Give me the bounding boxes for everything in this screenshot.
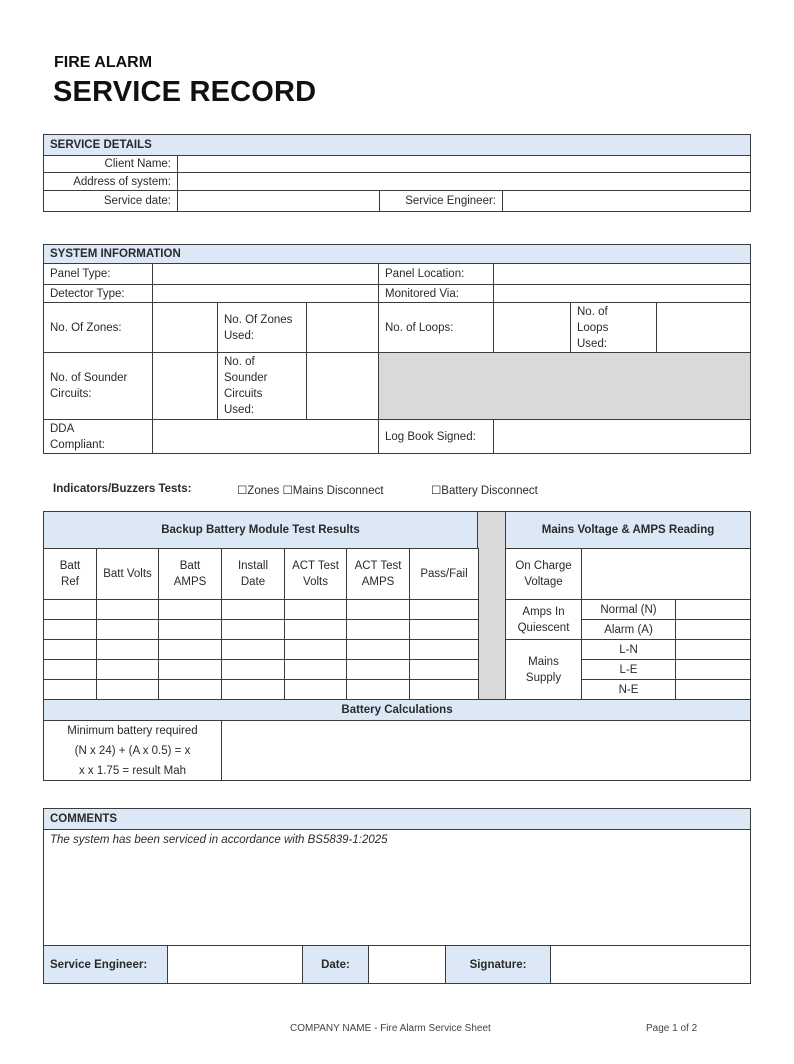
shaded-blank-area bbox=[378, 352, 751, 420]
log-book-signed-field[interactable] bbox=[493, 419, 751, 454]
calculation-field[interactable] bbox=[221, 720, 751, 781]
monitored-via-field[interactable] bbox=[493, 284, 751, 303]
footer-date-field[interactable] bbox=[368, 945, 446, 984]
mains-heading: Mains Voltage & AMPS Reading bbox=[505, 511, 751, 549]
footer-service-engineer-label: Service Engineer: bbox=[43, 945, 168, 984]
divider-column bbox=[477, 511, 506, 700]
footer-company: COMPANY NAME - Fire Alarm Service Sheet bbox=[290, 1023, 491, 1034]
battery-cell[interactable] bbox=[43, 659, 97, 680]
battery-cell[interactable] bbox=[284, 639, 347, 660]
footer-date-label: Date: bbox=[302, 945, 369, 984]
battery-cell[interactable] bbox=[284, 679, 347, 700]
monitored-via-label: Monitored Via: bbox=[378, 284, 494, 303]
battery-cell[interactable] bbox=[158, 639, 222, 660]
battery-cell[interactable] bbox=[221, 679, 285, 700]
battery-cell[interactable] bbox=[96, 599, 159, 620]
mains-supply-label: Mains Supply bbox=[505, 639, 582, 700]
battery-cell[interactable] bbox=[346, 619, 410, 640]
battery-cell[interactable] bbox=[346, 659, 410, 680]
ln-field[interactable] bbox=[675, 639, 751, 660]
zones-label: No. Of Zones: bbox=[43, 302, 153, 353]
client-name-field[interactable] bbox=[177, 155, 751, 173]
panel-location-label: Panel Location: bbox=[378, 263, 494, 285]
form-title: SERVICE RECORD bbox=[53, 76, 317, 108]
sounder-circuits-used-label: No. of Sounder Circuits Used: bbox=[217, 352, 307, 420]
detector-type-field[interactable] bbox=[152, 284, 379, 303]
loops-field[interactable] bbox=[493, 302, 571, 353]
battery-cell[interactable] bbox=[409, 679, 479, 700]
service-engineer-field[interactable] bbox=[502, 190, 751, 212]
battery-cell[interactable] bbox=[43, 679, 97, 700]
ln-label: L-N bbox=[581, 639, 676, 660]
formula-line-1: Minimum battery required bbox=[67, 724, 198, 737]
battery-cell[interactable] bbox=[221, 639, 285, 660]
ne-label: N-E bbox=[581, 679, 676, 700]
address-label: Address of system: bbox=[43, 172, 178, 191]
sounder-circuits-field[interactable] bbox=[152, 352, 218, 420]
address-field[interactable] bbox=[177, 172, 751, 191]
battery-cell[interactable] bbox=[158, 599, 222, 620]
battery-column-header: Install Date bbox=[221, 548, 285, 600]
alarm-field[interactable] bbox=[675, 619, 751, 640]
loops-used-field[interactable] bbox=[656, 302, 751, 353]
service-date-field[interactable] bbox=[177, 190, 380, 212]
service-date-label: Service date: bbox=[43, 190, 178, 212]
on-charge-voltage-field[interactable] bbox=[581, 548, 751, 600]
battery-cell[interactable] bbox=[43, 619, 97, 640]
battery-cell[interactable] bbox=[96, 619, 159, 640]
battery-cell[interactable] bbox=[346, 639, 410, 660]
normal-field[interactable] bbox=[675, 599, 751, 620]
battery-cell[interactable] bbox=[43, 599, 97, 620]
comments-heading: COMMENTS bbox=[43, 808, 751, 830]
panel-type-label: Panel Type: bbox=[43, 263, 153, 285]
formula-line-2: (N x 24) + (A x 0.5) = x bbox=[74, 744, 191, 757]
battery-column-header: Pass/Fail bbox=[409, 548, 479, 600]
zones-used-field[interactable] bbox=[306, 302, 379, 353]
service-details-heading: SERVICE DETAILS bbox=[43, 134, 751, 156]
battery-column-header: Batt Volts bbox=[96, 548, 159, 600]
battery-cell[interactable] bbox=[409, 639, 479, 660]
indicator-checkbox-battery[interactable]: ☐Battery Disconnect bbox=[431, 485, 538, 497]
battery-cell[interactable] bbox=[409, 659, 479, 680]
battery-column-header: Batt Ref bbox=[43, 548, 97, 600]
battery-column-header: ACT Test Volts bbox=[284, 548, 347, 600]
battery-column-header: ACT Test AMPS bbox=[346, 548, 410, 600]
form-subtitle: FIRE ALARM bbox=[54, 54, 153, 71]
battery-cell[interactable] bbox=[158, 679, 222, 700]
loops-used-label: No. of Loops Used: bbox=[570, 302, 657, 353]
on-charge-voltage-label: On Charge Voltage bbox=[505, 548, 582, 600]
dda-compliant-field[interactable] bbox=[152, 419, 379, 454]
battery-column-header: Batt AMPS bbox=[158, 548, 222, 600]
loops-label: No. of Loops: bbox=[378, 302, 494, 353]
footer-signature-label: Signature: bbox=[445, 945, 551, 984]
battery-cell[interactable] bbox=[346, 679, 410, 700]
battery-cell[interactable] bbox=[284, 619, 347, 640]
le-field[interactable] bbox=[675, 659, 751, 680]
battery-cell[interactable] bbox=[409, 619, 479, 640]
footer-service-engineer-field[interactable] bbox=[167, 945, 303, 984]
indicator-checkboxes-zones-mains[interactable]: ☐Zones ☐Mains Disconnect bbox=[237, 485, 384, 497]
battery-cell[interactable] bbox=[221, 599, 285, 620]
dda-compliant-label: DDA Compliant: bbox=[43, 419, 153, 454]
alarm-label: Alarm (A) bbox=[581, 619, 676, 640]
client-name-label: Client Name: bbox=[43, 155, 178, 173]
le-label: L-E bbox=[581, 659, 676, 680]
panel-type-field[interactable] bbox=[152, 263, 379, 285]
log-book-signed-label: Log Book Signed: bbox=[378, 419, 494, 454]
panel-location-field[interactable] bbox=[493, 263, 751, 285]
comments-field[interactable]: The system has been serviced in accordance with BS5839-1:2025 bbox=[43, 829, 751, 946]
battery-cell[interactable] bbox=[96, 659, 159, 680]
footer-page-number: Page 1 of 2 bbox=[646, 1023, 698, 1034]
footer-signature-field[interactable] bbox=[550, 945, 751, 984]
calculation-formula bbox=[43, 720, 222, 781]
battery-cell[interactable] bbox=[284, 659, 347, 680]
battery-calculations-heading: Battery Calculations bbox=[43, 699, 751, 721]
sounder-circuits-label: No. of Sounder Circuits: bbox=[43, 352, 153, 420]
zones-field[interactable] bbox=[152, 302, 218, 353]
system-information-heading: SYSTEM INFORMATION bbox=[43, 244, 751, 264]
battery-cell[interactable] bbox=[221, 619, 285, 640]
battery-cell[interactable] bbox=[409, 599, 479, 620]
zones-used-label: No. Of Zones Used: bbox=[217, 302, 307, 353]
ne-field[interactable] bbox=[675, 679, 751, 700]
detector-type-label: Detector Type: bbox=[43, 284, 153, 303]
indicators-label: Indicators/Buzzers Tests: bbox=[53, 483, 192, 495]
sounder-circuits-used-field[interactable] bbox=[306, 352, 379, 420]
battery-cell[interactable] bbox=[221, 659, 285, 680]
battery-cell[interactable] bbox=[284, 599, 347, 620]
battery-cell[interactable] bbox=[96, 639, 159, 660]
service-engineer-label: Service Engineer: bbox=[379, 190, 503, 212]
battery-cell[interactable] bbox=[43, 639, 97, 660]
battery-results-heading: Backup Battery Module Test Results bbox=[43, 511, 478, 549]
amps-quiescent-label: Amps In Quiescent bbox=[505, 599, 582, 640]
battery-cell[interactable] bbox=[158, 659, 222, 680]
battery-cell[interactable] bbox=[346, 599, 410, 620]
normal-label: Normal (N) bbox=[581, 599, 676, 620]
battery-cell[interactable] bbox=[96, 679, 159, 700]
battery-cell[interactable] bbox=[158, 619, 222, 640]
formula-line-3: x x 1.75 = result Mah bbox=[78, 764, 187, 777]
